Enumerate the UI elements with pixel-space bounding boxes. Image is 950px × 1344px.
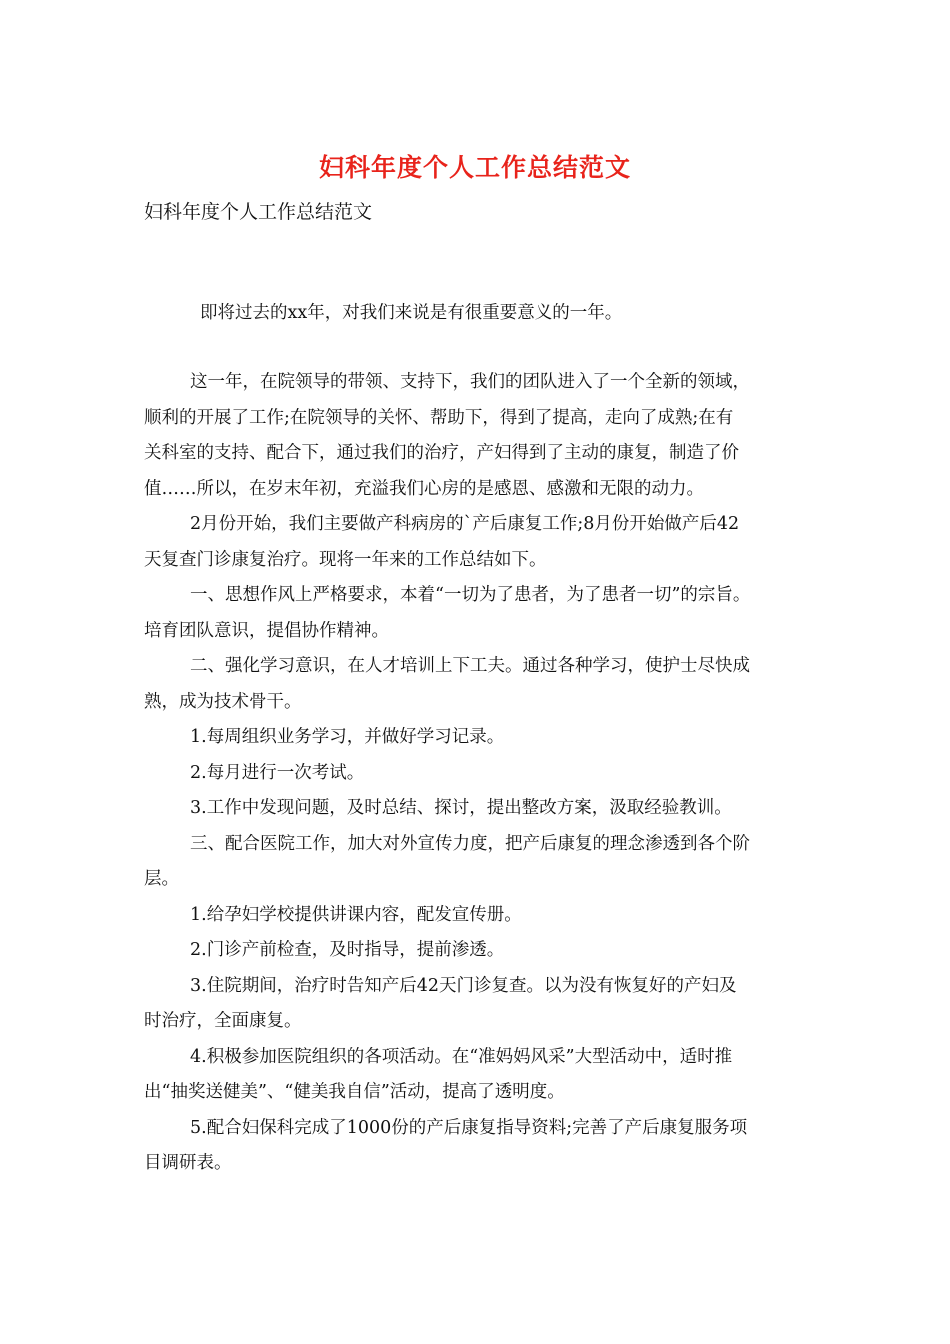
body-line: 时治疗，全面康复。 [144,1011,302,1031]
body-line: 天复查门诊康复治疗。现将一年来的工作总结如下。 [144,549,547,570]
body-line: 值……所以，在岁末年初，充溢我们心房的是感恩、感激和无限的动力。 [144,478,704,499]
body-line: 一、思想作风上严格要求，本着“一切为了患者，为了患者一切”的宗旨。 [190,585,751,605]
body-line: 2.每月进行一次考试。 [190,762,365,783]
body-line: 3.住院期间，治疗时告知产后42天门诊复查。以为没有恢复好的产妇及 [190,975,737,996]
body-line: 层。 [144,869,179,889]
body-line: 2月份开始，我们主要做产科病房的`产后康复工作;8月份开始做产后42 [190,514,740,534]
body-line: 4.积极参加医院组织的各项活动。在“准妈妈风采”大型活动中，适时推 [190,1046,733,1067]
body-line: 1.给孕妇学校提供讲课内容，配发宣传册。 [190,904,522,925]
document-body [144,365,824,1182]
body-line: 培育团队意识，提倡协作精神。 [144,620,389,641]
intro-paragraph [144,296,824,332]
body-line: 这一年，在院领导的带领、支持下，我们的团队进入了一个全新的领域， [190,372,750,392]
body-line: 5.配合妇保科完成了1000份的产后康复指导资料;完善了产后康复服务项 [190,1117,748,1138]
body-line: 1.每周组织业务学习，并做好学习记录。 [190,727,505,747]
body-line: 熟，成为技术骨干。 [144,691,302,712]
body-line: 二、强化学习意识，在人才培训上下工夫。通过各种学习，使护士尽快成 [190,656,750,676]
body-line: 3.工作中发现问题，及时总结、探讨，提出整改方案，汲取经验教训。 [190,798,732,818]
body-line: 关科室的支持、配合下，通过我们的治疗，产妇得到了主动的康复，制造了价 [144,443,739,463]
body-line: 目调研表。 [144,1153,232,1173]
body-line: 出“抽奖送健美”、“健美我自信”活动，提高了透明度。 [144,1082,565,1102]
body-line: 三、配合医院工作，加大对外宣传力度，把产后康复的理念渗透到各个阶 [190,833,750,854]
intro-line: 即将过去的xx年，对我们来说是有很重要意义的一年。 [200,303,623,323]
body-line: 顺利的开展了工作;在院领导的关怀、帮助下，得到了提高，走向了成熟;在有 [144,407,734,428]
document-title: 妇科年度个人工作总结范文 [318,153,631,182]
body-line: 2.门诊产前检查，及时指导，提前渗透。 [190,940,505,960]
document-subtitle: 妇科年度个人工作总结范文 [144,201,373,223]
